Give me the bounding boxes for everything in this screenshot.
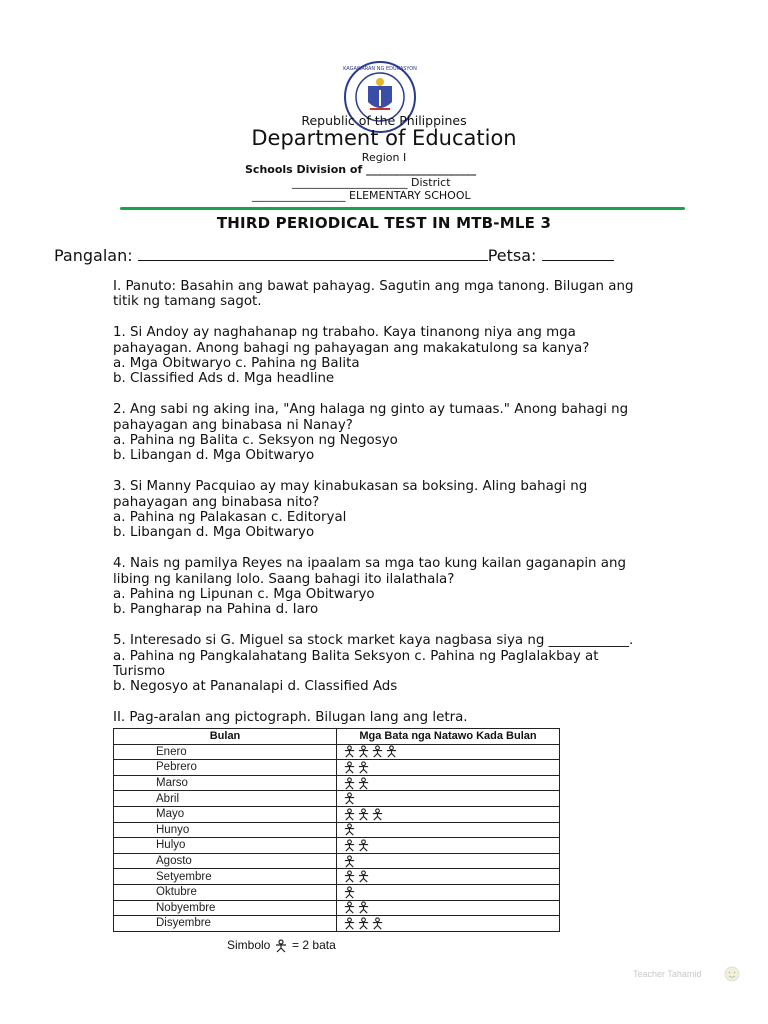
question-2: 2. Ang sabi ng aking ina, "Ang halaga ng ginto ay tumaas." Anong bahagi ng pahayagan ang binabasa ni Nanay? a. Pahina ng Balita c. Seksyon ng Negosyo b. Libangan d. Mga Obitwaryo bbox=[113, 402, 713, 464]
table-row bbox=[114, 884, 560, 900]
name-date-row bbox=[54, 246, 614, 265]
table-row bbox=[114, 775, 560, 791]
choice-row-a: a. Pahina ng Lipunan c. Mga Obitwaryo bbox=[113, 587, 375, 603]
legend-label: Simbolo bbox=[227, 938, 271, 952]
child-figure-icon bbox=[343, 761, 356, 774]
table-row bbox=[114, 853, 560, 869]
child-figure-icon bbox=[343, 808, 356, 821]
child-figure-icon bbox=[343, 745, 356, 758]
table-row bbox=[114, 869, 560, 885]
school-line: _________________ ELEMENTARY SCHOOL bbox=[252, 189, 471, 202]
republic-line: Republic of the Philippines bbox=[301, 113, 467, 128]
month-cell: Mayo bbox=[114, 806, 337, 822]
table-row bbox=[114, 822, 560, 838]
green-divider bbox=[120, 207, 685, 210]
child-figure-icon bbox=[343, 901, 356, 914]
table-header-row bbox=[114, 729, 560, 745]
child-figure-icon bbox=[357, 901, 370, 914]
table-row bbox=[114, 838, 560, 854]
child-figure-icon bbox=[385, 745, 398, 758]
month-cell: Oktubre bbox=[114, 884, 337, 900]
choice-row-b: b. Negosyo at Pananalapi d. Classified Ads bbox=[113, 679, 398, 695]
births-column-header: Mga Bata nga Natawo Kada Bulan bbox=[337, 729, 560, 745]
table-row bbox=[114, 900, 560, 916]
month-cell: Disyembre bbox=[114, 916, 337, 932]
month-cell: Setyembre bbox=[114, 869, 337, 885]
figures-cell bbox=[337, 916, 560, 932]
table-row bbox=[114, 760, 560, 776]
date-label: Petsa: bbox=[487, 246, 537, 265]
figures-cell bbox=[337, 900, 560, 916]
question-4: 4. Nais ng pamilya Reyes na ipaalam sa mga tao kung kailan gaganapin ang libing ng kanilang lolo. Saang bahagi ito ilalathala? a. Pahina ng Lipunan c. Mga Obitwaryo b. Pangharap na Pahina d. Iaro bbox=[113, 556, 713, 618]
month-cell: Nobyembre bbox=[114, 900, 337, 916]
child-figure-icon bbox=[371, 745, 384, 758]
table-row bbox=[114, 791, 560, 807]
pictograph-legend bbox=[227, 938, 336, 953]
figures-cell bbox=[337, 884, 560, 900]
month-column-header: Bulan bbox=[114, 729, 337, 745]
department-name: Department of Education bbox=[251, 126, 517, 150]
month-cell: Enero bbox=[114, 744, 337, 760]
child-figure-icon bbox=[343, 839, 356, 852]
month-cell: Hunyo bbox=[114, 822, 337, 838]
choice-row-b: b. Libangan d. Mga Obitwaryo bbox=[113, 448, 315, 464]
choice-row-a: a. Pahina ng Balita c. Seksyon ng Negosyo bbox=[113, 433, 398, 449]
child-figure-icon bbox=[343, 917, 356, 930]
figures-cell bbox=[337, 791, 560, 807]
question-1: 1. Si Andoy ay naghahanap ng trabaho. Kaya tinanong niya ang mga pahayagan. Anong bahagi ng pahayagan ang makakatulong sa kanya? a. Mga Obitwaryo c. Pahina ng Balita b. Classified Ads d. Mga headline bbox=[113, 325, 713, 387]
child-figure-icon bbox=[343, 855, 356, 868]
figures-cell bbox=[337, 869, 560, 885]
legend-value: = 2 bata bbox=[292, 938, 336, 952]
figures-cell bbox=[337, 853, 560, 869]
table-row bbox=[114, 806, 560, 822]
child-figure-icon bbox=[343, 870, 356, 883]
child-figure-icon bbox=[371, 917, 384, 930]
figures-cell bbox=[337, 838, 560, 854]
test-title: THIRD PERIODICAL TEST IN MTB-MLE 3 bbox=[216, 214, 552, 232]
child-figure-icon bbox=[357, 808, 370, 821]
child-figure-icon bbox=[371, 808, 384, 821]
child-figure-icon bbox=[274, 939, 288, 953]
figures-cell bbox=[337, 806, 560, 822]
choice-row-b: b. Classified Ads d. Mga headline bbox=[113, 371, 335, 387]
name-label: Pangalan: bbox=[54, 246, 133, 265]
child-figure-icon bbox=[357, 917, 370, 930]
choice-row-b: b. Pangharap na Pahina d. Iaro bbox=[113, 602, 319, 618]
month-cell: Agosto bbox=[114, 853, 337, 869]
month-cell: Pebrero bbox=[114, 760, 337, 776]
choice-row-a: a. Mga Obitwaryo c. Pahina ng Balita bbox=[113, 356, 360, 372]
month-cell: Marso bbox=[114, 775, 337, 791]
child-figure-icon bbox=[357, 777, 370, 790]
child-figure-icon bbox=[343, 886, 356, 899]
figures-cell bbox=[337, 760, 560, 776]
part1-instructions: I. Panuto: Basahin ang bawat pahayag. Sagutin ang mga tanong. Bilugan ang titik ng tamang sagot. bbox=[113, 279, 634, 310]
district-line: _____________________ District bbox=[292, 176, 451, 189]
date-blank[interactable] bbox=[542, 246, 614, 261]
part1-questions bbox=[113, 279, 713, 741]
svg-text:KAGAWARAN NG EDUKASYON: KAGAWARAN NG EDUKASYON bbox=[343, 66, 417, 72]
child-figure-icon bbox=[357, 839, 370, 852]
child-figure-icon bbox=[357, 745, 370, 758]
figures-cell bbox=[337, 744, 560, 760]
pictograph-table bbox=[113, 728, 560, 932]
smiley-icon bbox=[724, 966, 740, 982]
child-figure-icon bbox=[343, 777, 356, 790]
division-line: Schools Division of ____________________ bbox=[245, 163, 477, 176]
choice-row-b: b. Libangan d. Mga Obitwaryo bbox=[113, 525, 315, 541]
figures-cell bbox=[337, 822, 560, 838]
part2-instructions: II. Pag-aralan ang pictograph. Bilugan lang ang letra. bbox=[113, 710, 468, 726]
figures-cell bbox=[337, 775, 560, 791]
month-cell: Abril bbox=[114, 791, 337, 807]
choice-row-a: a. Pahina ng Palakasan c. Editoryal bbox=[113, 510, 347, 526]
watermark-text: Teacher Tahamid bbox=[633, 969, 702, 979]
child-figure-icon bbox=[357, 870, 370, 883]
child-figure-icon bbox=[343, 792, 356, 805]
name-blank[interactable] bbox=[138, 246, 488, 261]
table-row bbox=[114, 916, 560, 932]
month-cell: Hulyo bbox=[114, 838, 337, 854]
region-line: Region I bbox=[361, 151, 407, 164]
question-5: 5. Interesado si G. Miguel sa stock market kaya nagbasa siya ng ____________. a. Pahina ng Pangkalahatang Balita Seksyon c. Pahina ng Paglalakbay at Turismo b. Negosyo at Pananalapi d. Classified Ads bbox=[113, 633, 713, 695]
child-figure-icon bbox=[357, 761, 370, 774]
table-row bbox=[114, 744, 560, 760]
child-figure-icon bbox=[343, 823, 356, 836]
question-3: 3. Si Manny Pacquiao ay may kinabukasan sa boksing. Aling bahagi ng pahayagan ang binabasa nito? a. Pahina ng Palakasan c. Editoryal b. Libangan d. Mga Obitwaryo bbox=[113, 479, 713, 541]
